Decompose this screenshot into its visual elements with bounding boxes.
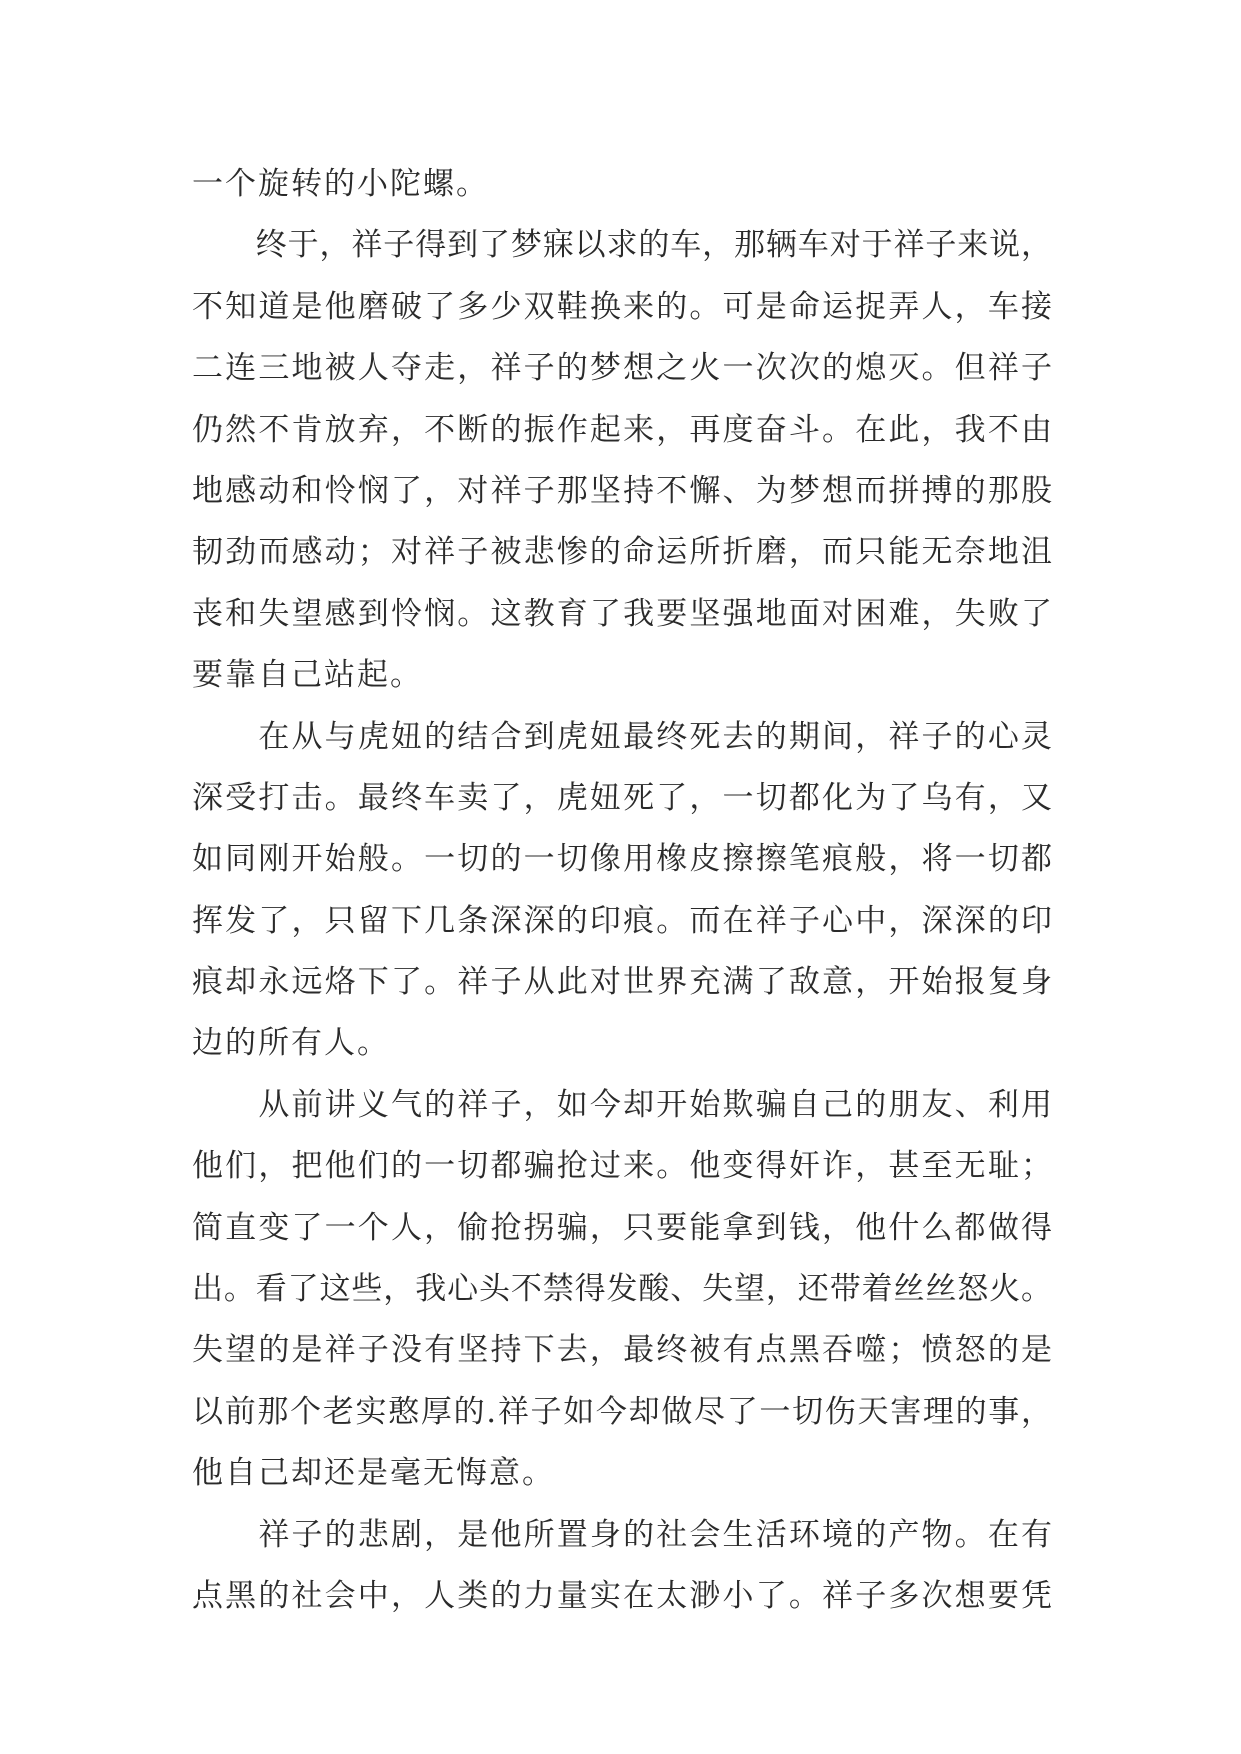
text-line: 深受打击。最终车卖了，虎妞死了，一切都化为了乌有，又 <box>192 779 1052 816</box>
text-line: 韧劲而感动；对祥子被悲惨的命运所折磨，而只能无奈地沮 <box>192 534 1052 571</box>
text-line: 一个旋转的小陀螺。 <box>192 166 489 202</box>
text-line: 以前那个老实憨厚的.祥子如今却做尽了一切伤天害理的事， <box>192 1393 1052 1430</box>
text-line: 他们，把他们的一切都骗抢过来。他变得奸诈，甚至无耻； <box>192 1148 1052 1185</box>
text-line: 挥发了，只留下几条深深的印痕。而在祥子心中，深深的印 <box>192 902 1052 939</box>
text-line: 出。看了这些，我心头不禁得发酸、失望，还带着丝丝怒火。 <box>192 1271 1052 1308</box>
text-line: 终于，祥子得到了梦寐以求的车，那辆车对于祥子来说， <box>192 227 1052 264</box>
text-line: 从前讲义气的祥子，如今却开始欺骗自己的朋友、利用 <box>192 1086 1052 1123</box>
text-line: 地感动和怜悯了，对祥子那坚持不懈、为梦想而拼搏的那股 <box>192 472 1052 509</box>
text-line: 仍然不肯放弃，不断的振作起来，再度奋斗。在此，我不由 <box>192 411 1052 448</box>
text-line: 如同刚开始般。一切的一切像用橡皮擦擦笔痕般，将一切都 <box>192 841 1052 878</box>
text-line: 二连三地被人夺走，祥子的梦想之火一次次的熄灭。但祥子 <box>192 350 1052 387</box>
text-line: 痕却永远烙下了。祥子从此对世界充满了敌意，开始报复身 <box>192 964 1052 1001</box>
text-line: 他自己却还是毫无悔意。 <box>192 1455 555 1492</box>
text-line: 边的所有人。 <box>192 1025 390 1062</box>
text-line: 简直变了一个人，偷抢拐骗，只要能拿到钱，他什么都做得 <box>192 1209 1052 1246</box>
text-line: 祥子的悲剧，是他所置身的社会生活环境的产物。在有 <box>192 1516 1052 1553</box>
text-line: 要靠自己站起。 <box>192 657 423 694</box>
essay-body <box>192 154 1052 1627</box>
text-line: 不知道是他磨破了多少双鞋换来的。可是命运捉弄人，车接 <box>192 288 1052 325</box>
text-line: 点黑的社会中，人类的力量实在太渺小了。祥子多次想要凭 <box>192 1577 1052 1614</box>
text-line: 丧和失望感到怜悯。这教育了我要坚强地面对困难，失败了 <box>192 595 1052 632</box>
text-line: 失望的是祥子没有坚持下去，最终被有点黑吞噬；愤怒的是 <box>192 1332 1052 1369</box>
text-line: 在从与虎妞的结合到虎妞最终死去的期间，祥子的心灵 <box>192 718 1052 755</box>
